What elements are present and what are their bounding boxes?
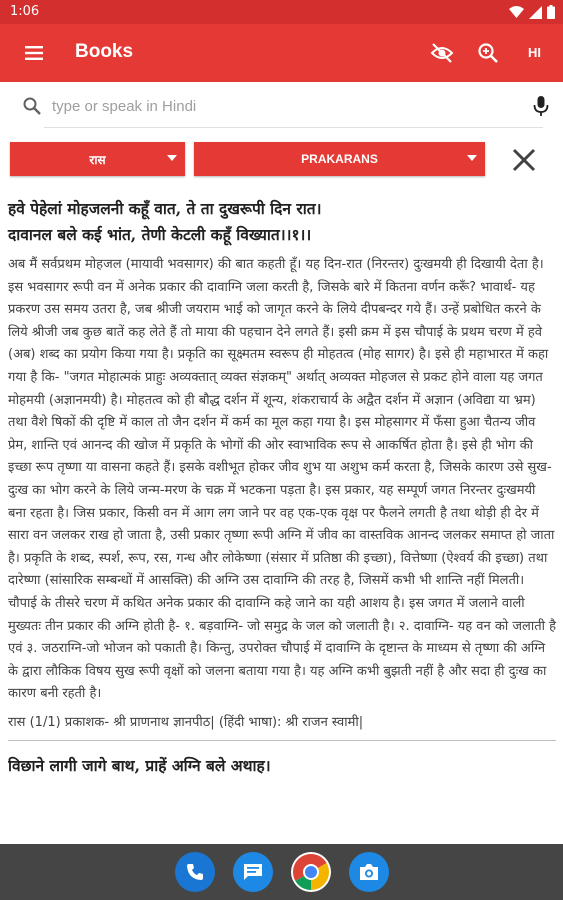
status-time: 1:06 — [10, 4, 40, 19]
prakaran-dropdown[interactable] — [194, 142, 485, 176]
app-bar — [0, 24, 563, 82]
language-toggle[interactable]: HI — [528, 45, 541, 60]
verse-line: हवे पेहेलां मोहजलनी कहूँ वात, ते ता दुखरूपी दिन रात। — [8, 199, 322, 218]
granth-dropdown[interactable] — [10, 142, 185, 176]
menu-icon[interactable] — [24, 43, 44, 63]
page-title: Books — [75, 41, 134, 62]
messages-icon[interactable] — [233, 852, 273, 892]
verse-line: दावानल बले कई भांत, तेणी केटली कहूँ विख्यात।।१।। — [8, 225, 312, 244]
status-bar — [0, 0, 563, 24]
wifi-icon — [509, 6, 524, 18]
divider — [8, 740, 556, 741]
filter-bar — [0, 142, 563, 178]
chevron-down-icon — [467, 155, 477, 161]
prakaran-dropdown-label: PRAKARANS — [301, 152, 378, 166]
visibility-off-icon[interactable] — [430, 41, 454, 65]
chrome-icon[interactable] — [291, 852, 331, 892]
commentary-paragraph: अब मैं सर्वप्रथम मोहजल (मायावी भवसागर) की बात कहती हूँ। यह दिन-रात (निरन्तर) दुःखमयी ही दिखायी देता है। इस भवसागर रूपी वन में अनेक प्रकार की दावाग्नि जला करती है, जिसके बारे में कितना वर्णन करूँ? भावार्थ- यह प्रकरण उस समय उतरा है, जब श्रीजी जयराम भाई को जागृत करने के लिये दीपबन्दर गये हैं। उन्हें प्रबोधित करने के लिये श्रीजी जब कुछ बातें कह लेते हैं तो माया की पहचान देने लगते हैं। इसी क्रम में इस चौपाई के प्रथम चरण में हवे (अब) शब्द का प्रयोग किया गया है। प्रकृति का सूक्ष्मतम स्वरूप ही मोहतत्व (मोह सागर) है। इसे ही महाभारत में कहा गया है कि- "जगत मोहात्मकं प्राहुः अव्यक्तात् व्यक्त संज्ञकम्" अर्थात् अव्यक्त मोहजल से प्रकट होने वाला यह जगत मोहमयी (अज्ञानमयी) है। मोहतत्व को ही बौद्ध दर्शन में शून्य, शंकराचार्य के अद्वैत दर्शन में अज्ञान (अविद्या या भ्रम) तथा वैशे षिकों की दृष्टि में काल तो जैन दर्शन में कर्म का मूल कहा गया है। इस मोहसागर में फँसा हुआ चैतन्य जीव प्रेम, शान्ति एवं आनन्द की खोज में प्रकृति के भोगों की ओर स्वाभाविक रूप से आकर्षित होता है। इसे ही भोग की इच्छा रूप तृष्णा या वासना कहते हैं। इसके वशीभूत होकर जीव शुभ या अशुभ कर्म करता है, जिसके कारण उसे सुख-दुःख का भोग करने के लिये जन्म-मरण के चक्र में भटकना पड़ता है। इस प्रकार, यह सम्पूर्ण जगत निरन्तर दुःखमयी बना रहता है। जिस प्रकार, किसी वन में आग लग जाने पर वह एक-एक वृक्ष पर फैलने लगती है तथा थोड़ी ही देर में सारा वन जलकर राख हो जाता है, उसी प्रकार तृष्णा रूपी अग्नि में जीव का वास्तविक आनन्द जलकर समाप्त हो जाता है। प्रकृति के शब्द, स्पर्श, रूप, रस, गन्ध और लोकेष्णा (संसार में प्रतिष्ठा की इच्छा), वित्तेष्णा (ऐश्वर्य की इच्छा) तथा दारेष्णा (सांसारिक सम्बन्धों में आसक्ति) की अग्नि उस दावाग्नि की तरह है, जिसमें कभी भी शान्ति नहीं मिलती। चौपाई के तीसरे चरण में कथित अनेक प्रकार की दावाग्नि कहे जाने का यही आशय है। इस जगत में जलाने वाली मुख्यतः तीन प्रकार की अग्नि होती है- १. बड़वाग्नि- जो समुद्र के जल को जलाती है। २. दावाग्नि- यह वन को जलाती है एवं ३. जठराग्नि-जो भोजन को पकाती है। किन्तु, उपरोक्त चौपाई में दावाग्नि के दृष्टान्त के माध्यम से तृष्णा की अग्नि के द्वारा लौकिक विषय सुख रूपी वृक्षों को जलना बताया गया है। यह अग्नि कभी बुझती नहीं है और सदा ही दुःख का कारण बनी रहती है। — [8, 257, 557, 702]
battery-icon — [547, 5, 555, 19]
phone-icon[interactable] — [175, 852, 215, 892]
search-input[interactable] — [52, 92, 512, 120]
search-icon — [22, 96, 42, 116]
verse — [8, 196, 556, 248]
granth-dropdown-label: रास — [89, 152, 106, 167]
camera-icon[interactable] — [349, 852, 389, 892]
next-verse: विछाने लागी जागे बाथ, प्राहें अग्नि बले अथाह। — [8, 755, 271, 775]
mic-icon[interactable] — [533, 95, 549, 117]
book-content — [8, 196, 556, 777]
zoom-icon[interactable] — [476, 41, 500, 65]
search-bar — [0, 82, 563, 132]
search-underline — [44, 127, 543, 128]
dock-bar — [0, 844, 563, 900]
chevron-down-icon — [167, 155, 177, 161]
status-icons — [509, 5, 555, 19]
source-citation: रास (1/1) प्रकाशक- श्री प्राणनाथ ज्ञानपीठ| (हिंदी भाषा): श्री राजन स्वामी| — [8, 714, 364, 730]
close-icon[interactable] — [510, 146, 538, 174]
signal-icon — [529, 6, 542, 19]
